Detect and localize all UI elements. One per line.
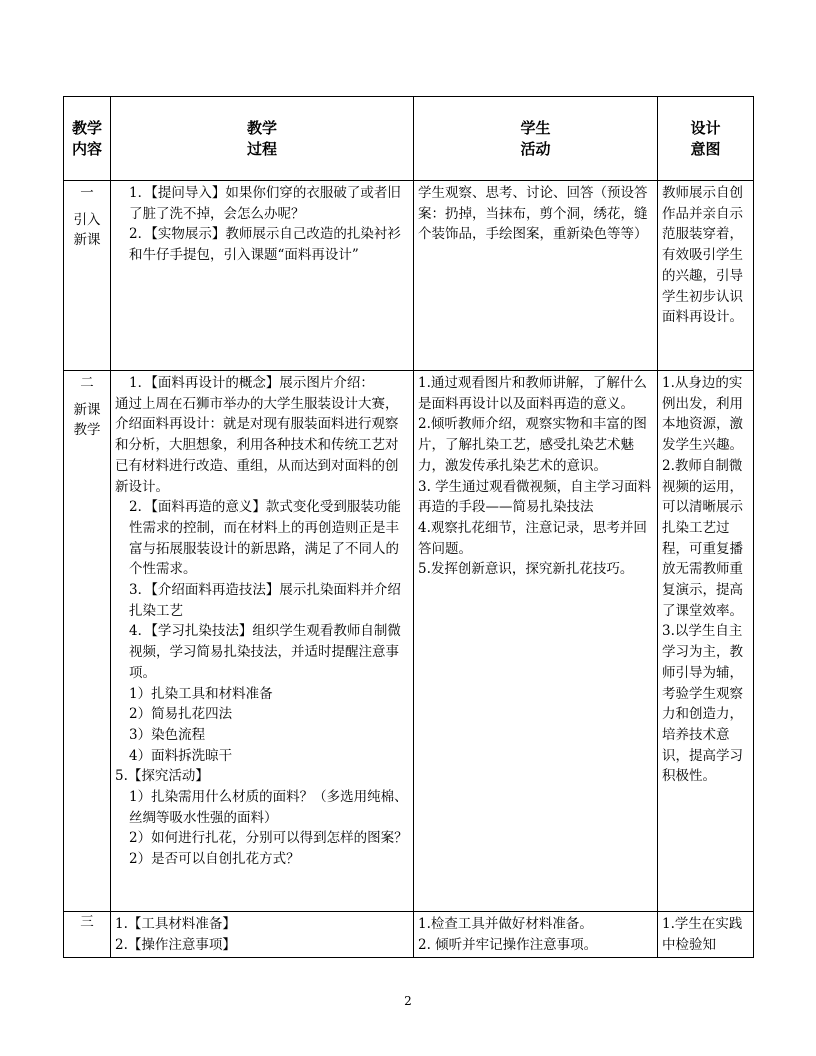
process-item: 1）扎染工具和材料准备 (129, 685, 273, 702)
header-process (111, 97, 414, 181)
section-title: 教学 (73, 422, 101, 439)
page-number: 2 (404, 994, 412, 1008)
process-item: 4．【学习扎染技法】组织学生观看教师自制微视频，学习简易扎染技法，并适时提醒注意事项。 (129, 623, 401, 681)
student-item: 5.发挥创新意识，探究新扎花技巧。 (418, 561, 634, 578)
process-item: 3）染色流程 (129, 726, 206, 743)
student-item: 2. 倾听并牢记操作注意事项。 (418, 936, 598, 953)
process-cell (111, 912, 414, 958)
student-item: 1.通过观看图片和教师讲解，了解什么是面料再设计以及面料再造的意义。 (418, 375, 647, 412)
student-item: 3. 学生通过观看微视频，自主学习面料再造的手段——简易扎染技法 (418, 478, 652, 516)
intent-cell (658, 371, 754, 912)
intent-item: 3.以学生自主学习为主，教师引导为辅，考验学生观察力和创造力，培养技术意识，提高学习积极性。 (662, 623, 743, 785)
header-text: 过程 (246, 139, 277, 158)
header-text: 教学 (246, 118, 277, 137)
table-row (64, 371, 754, 912)
header-content (64, 97, 111, 181)
header-text: 设计 (690, 118, 721, 137)
process-item: 1．【提问导入】如果你们穿的衣服破了或者旧了脏了洗不掉，会怎么办呢？ (129, 185, 401, 222)
process-item: 2）是否可以自创扎花方式？ (129, 851, 300, 868)
student-item: 学生观察、思考、讨论、回答（预设答案：扔掉，当抹布，剪个洞，绣花，缝个装饰品，手绘图案，重新染色等等） (418, 185, 648, 243)
intent-item: 教师展示自创作品并亲自示范服装穿着，有效吸引学生的兴趣，引导学生初步认识面料再设计。 (662, 185, 743, 326)
process-item: 3．【介绍面料再造技法】展示扎染面料并介绍扎染工艺 (129, 582, 401, 619)
process-item: 2）如何进行扎花，分别可以得到怎样的图案？ (129, 830, 408, 847)
intent-cell (658, 912, 754, 958)
process-item: 2．【面料再造的意义】款式变化受到服装功能性需求的控制，而在材料上的再创造则正是丰富与拓展服装设计的新思路，满足了不同人的个性需求。 (129, 499, 401, 578)
process-item: 2.【操作注意事项】 (115, 936, 236, 953)
process-item: 通过上周在石狮市举办的大学生服装设计大赛，介绍面料再设计：就是对现有服装面料进行观察和分析，大胆想象，利用各种技术和传统工艺对已有材料进行改造、重组，从而达到对面料的创新设计。 (115, 395, 399, 495)
section-title: 引入 (73, 211, 101, 228)
process-cell (111, 181, 414, 371)
section-title: 新课 (73, 401, 101, 418)
student-item: 2.倾听教师介绍，观察实物和丰富的图片，了解扎染工艺，感受扎染艺术魅力，激发传承扎染艺术的意识。 (418, 416, 647, 474)
header-intent (658, 97, 754, 181)
section-number: 二 (80, 375, 94, 391)
section-label (64, 181, 111, 371)
process-item: 1）扎染需用什么材质的面料？（多选用纯棉、丝绸等吸水性强的面料） (129, 789, 408, 826)
header-text: 教学 (71, 118, 102, 137)
student-item: 4.观察扎花细节，注意记录，思考并回答问题。 (418, 519, 647, 557)
process-item: 1．【面料再设计的概念】展示图片介绍： (129, 375, 374, 391)
table-row (64, 181, 754, 371)
table-header-row (64, 97, 754, 181)
header-student (414, 97, 658, 181)
header-text: 活动 (520, 139, 551, 158)
section-label (64, 371, 111, 912)
process-item: 4）面料拆洗晾干 (129, 747, 233, 764)
student-cell (414, 912, 658, 958)
section-number: 一 (80, 185, 94, 201)
header-text: 意图 (690, 139, 721, 158)
table-row (64, 912, 754, 958)
student-cell (414, 371, 658, 912)
student-item: 1.检查工具并做好材料准备。 (418, 916, 593, 932)
process-item: 5.【探究活动】 (115, 768, 209, 785)
header-text: 内容 (71, 139, 102, 158)
intent-item: 1.学生在实践中检验知 (662, 916, 743, 953)
process-item: 2．【实物展示】教师展示自己改造的扎染衬衫和牛仔手提包，引入课题“面料再设计” (129, 226, 401, 264)
student-cell (414, 181, 658, 371)
process-item: 1.【工具材料准备】 (115, 916, 236, 932)
process-item: 2）简易扎花四法 (129, 706, 233, 723)
intent-item: 2.教师自制微视频的运用，可以清晰展示扎染工艺过程，可重复播放无需教师重复演示，提高了课堂效率。 (662, 457, 743, 619)
header-text: 学生 (520, 118, 551, 137)
section-label (64, 912, 111, 958)
intent-item: 1.从身边的实例出发，利用本地资源，激发学生兴趣。 (662, 375, 743, 454)
process-cell (111, 371, 414, 912)
lesson-plan-table (63, 96, 754, 958)
section-number: 三 (80, 914, 94, 930)
section-title: 新课 (73, 232, 101, 249)
intent-cell (658, 181, 754, 371)
